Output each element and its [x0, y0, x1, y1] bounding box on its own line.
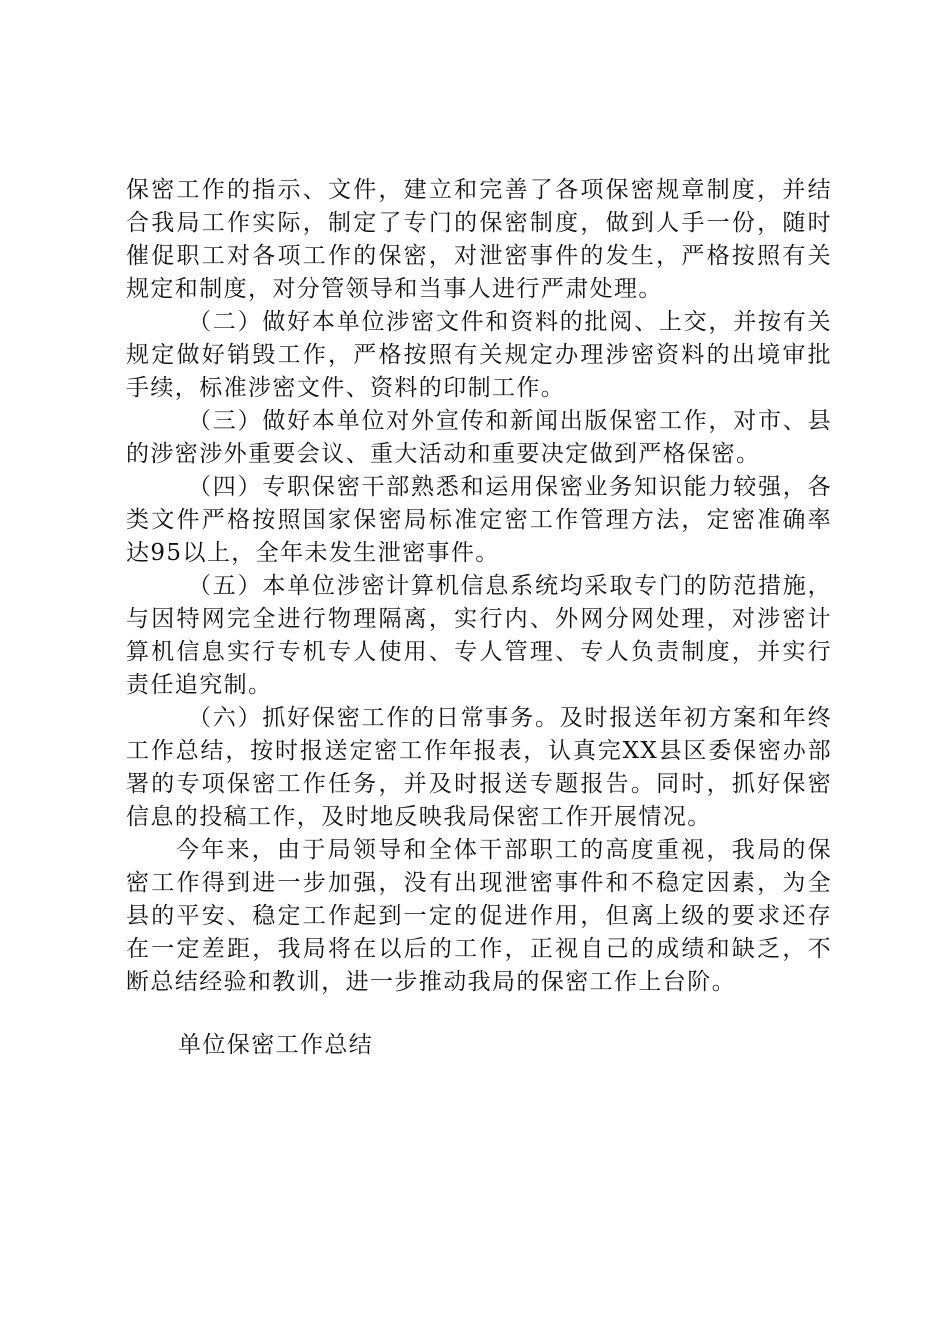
document-body [126, 174, 832, 999]
document-title: 单位保密工作总结 [178, 1032, 374, 1058]
paragraph-item-3: （三）做好本单位对外宣传和新闻出版保密工作，对市、县的涉密涉外重要会议、重大活动和重要决定做到严格保密。 [126, 408, 832, 467]
paragraph-item-6: （六）抓好保密工作的日常事务。及时报送年初方案和年终工作总结，按时报送定密工作年报表，认真完XX县区委保密办部署的专项保密工作任务，并及时报送专题报告。同时，抓好保密信息的投稿工作，及时地反映我局保密工作开展情况。 [126, 705, 832, 830]
paragraph-item-4: （四）专职保密干部熟悉和运用保密业务知识能力较强，各类文件严格按照国家保密局标准定密工作管理方法，定密准确率达95以上，全年未发生泄密事件。 [126, 474, 832, 566]
paragraph-conclusion: 今年来，由于局领导和全体干部职工的高度重视，我局的保密工作得到进一步加强，没有出现泄密事件和不稳定因素，为全县的平安、稳定工作起到一定的促进作用，但离上级的要求还存在一定差距，我局将在以后的工作，正视自己的成绩和缺乏，不断总结经验和教训，进一步推动我局的保密工作上台阶。 [126, 837, 832, 995]
paragraph-continuation: 保密工作的指示、文件，建立和完善了各项保密规章制度，并结合我局工作实际，制定了专门的保密制度，做到人手一份，随时催促职工对各项工作的保密，对泄密事件的发生，严格按照有关规定和制度，对分管领导和当事人进行严肃处理。 [126, 177, 832, 302]
paragraph-item-5: （五）本单位涉密计算机信息系统均采取专门的防范措施，与因特网完全进行物理隔离，实行内、外网分网处理，对涉密计算机信息实行专机专人使用、专人管理、专人负责制度，并实行责任追究制。 [126, 573, 832, 698]
paragraph-item-2: （二）做好本单位涉密文件和资料的批阅、上交，并按有关规定做好销毁工作，严格按照有关规定办理涉密资料的出境审批手续，标准涉密文件、资料的印制工作。 [126, 309, 832, 401]
